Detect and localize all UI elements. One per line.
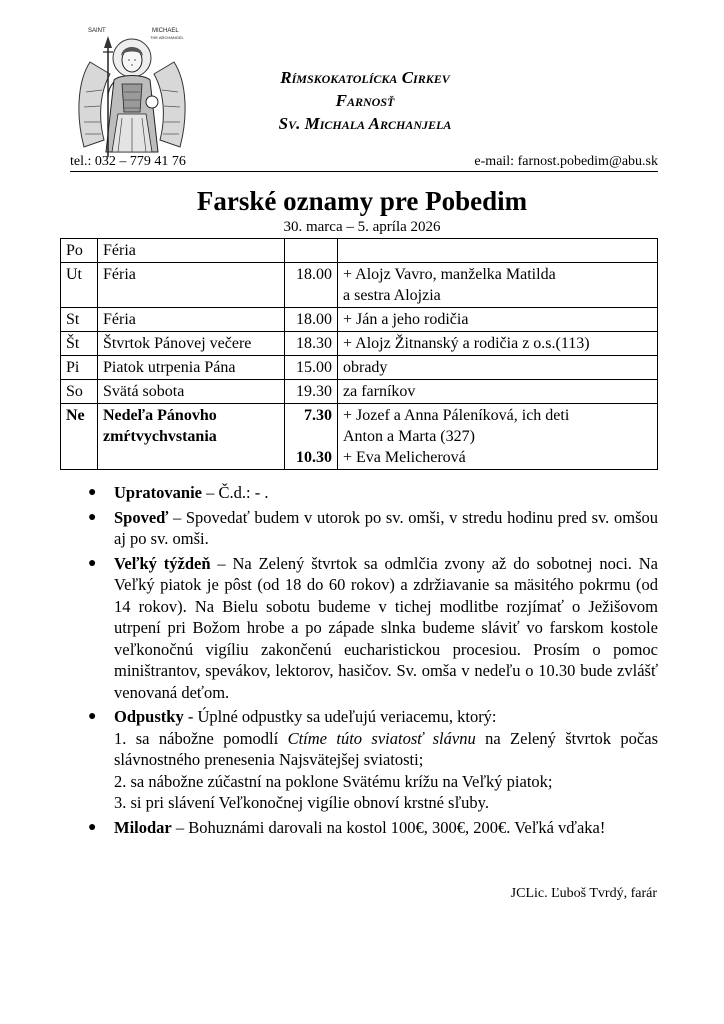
note-heading: Spoveď	[114, 507, 169, 527]
liturgy-name: Féria	[103, 266, 136, 283]
time-cell	[285, 239, 338, 263]
intention-cell	[338, 356, 658, 380]
time-cell	[285, 380, 338, 404]
liturgy-cell	[98, 356, 285, 380]
bullet-icon: ●	[88, 819, 97, 835]
mass-time: 10.30	[296, 449, 332, 466]
indulgence-item-2: 2. sa nábožne zúčastní na poklone Svätému krížu na Veľký piatok;	[114, 771, 553, 791]
intention-cell	[338, 239, 658, 263]
signature: JCLic. Ľuboš Tvrdý, farár	[510, 886, 657, 901]
mass-time: 18.00	[296, 266, 332, 283]
liturgy-name: Štvrtok Pánovej večere	[103, 335, 252, 352]
liturgy-cell	[98, 308, 285, 332]
logo-caption-right: MICHAEL	[152, 28, 179, 34]
liturgy-name: Nedeľa Pánovho zmŕtvychvstania	[103, 407, 217, 445]
mass-intention: + Alojz Vavro, manželka Matilda	[343, 266, 556, 283]
bullet-icon: ●	[88, 509, 97, 525]
note-text: - Úplné odpustky sa udeľujú veriacemu, ktorý:	[183, 707, 497, 726]
table-row	[61, 263, 658, 308]
note-heading: Milodar	[114, 817, 172, 837]
page-title: Farské oznamy pre Pobedim	[196, 186, 528, 216]
liturgy-cell	[98, 380, 285, 404]
announcements-list	[88, 482, 658, 841]
org-line-2: Farnosť	[335, 91, 395, 110]
indulgence-item-3: 3. si pri slávení Veľkonočnej vigílie obnoví krstné sľuby.	[114, 793, 489, 812]
list-item	[88, 553, 658, 704]
contact-line	[70, 154, 658, 170]
intention-cell	[338, 380, 658, 404]
list-item	[88, 706, 658, 814]
mass-intention: obrady	[343, 359, 388, 376]
liturgy-cell	[98, 239, 285, 263]
indulgence-text: na Zelený štvrtok počas slávnostného prenesenia Najsvätejšej sviatosti;	[114, 728, 658, 769]
intention-cell	[338, 404, 658, 470]
note-heading: Odpustky	[114, 707, 184, 726]
mass-intention: + Ján a jeho rodičia	[343, 311, 469, 328]
list-item	[88, 482, 658, 504]
mass-intention: Anton a Marta (327)	[343, 428, 475, 445]
mass-schedule-table	[60, 238, 658, 470]
liturgy-cell	[98, 263, 285, 308]
mass-time: 7.30	[304, 407, 332, 424]
email-address: e-mail: farnost.pobedim@abu.sk	[474, 154, 658, 169]
list-item	[88, 507, 658, 550]
liturgy-name: Féria	[103, 242, 136, 259]
time-cell	[285, 356, 338, 380]
table-row	[61, 380, 658, 404]
date-range: 30. marca – 5. apríla 2026	[283, 219, 441, 235]
table-row	[61, 356, 658, 380]
intention-cell	[338, 308, 658, 332]
mass-time: 18.00	[296, 311, 332, 328]
indulgence-item-1	[114, 728, 658, 771]
note-text: – Spovedať budem v utorok po sv. omši, v stredu hodinu pred sv. omšou aj po sv. omši.	[114, 507, 658, 548]
note-text: – Na Zelený štvrtok sa odmlčia zvony až do sobotnej noci. Na Veľký piatok je pôst (od 18 do 60 rokov) a zdržiavanie sa mäsitého pokrmu (od 14 rokov). Na Bielu sobotu budeme v tichej modlitbe rozjímať o Ježišovom utrpení pri Božom hrobe a po západe slnka budeme sláviť vo farskom kostole veľkonočnú vigíliu zakončenú eucharistickou procesiou. Prosím o pomoc miništrantov, spevákov, lektorov, hasičov. Sv. omša v nedeľu o 10.30 bude zvlášť venovaná deťom.	[114, 553, 658, 702]
saint-michael-icon	[72, 22, 192, 164]
day-abbrev: So	[66, 383, 83, 400]
day-cell	[61, 380, 98, 404]
header-divider	[70, 171, 658, 172]
day-cell	[61, 308, 98, 332]
list-item	[88, 817, 658, 839]
day-cell	[61, 239, 98, 263]
table-row	[61, 308, 658, 332]
mass-time: 18.30	[296, 335, 332, 352]
liturgy-name: Svätá sobota	[103, 383, 185, 400]
table-row	[61, 404, 658, 470]
time-cell	[285, 404, 338, 470]
day-abbrev: St	[66, 311, 80, 328]
day-cell	[61, 263, 98, 308]
day-abbrev: Ne	[66, 407, 85, 424]
mass-time: 15.00	[296, 359, 332, 376]
mass-intention: a sestra Alojzia	[343, 287, 441, 304]
day-abbrev: Pi	[66, 359, 80, 376]
mass-intention: + Eva Melicherová	[343, 449, 466, 466]
mass-intention: za farníkov	[343, 383, 416, 400]
mass-intention: + Alojz Žitnanský a rodičia z o.s.(113)	[343, 335, 590, 352]
note-heading: Upratovanie	[114, 483, 202, 502]
day-abbrev: Št	[66, 335, 80, 352]
indulgence-text: 1. sa nábožne pomodlí	[114, 728, 288, 748]
bullet-icon: ●	[88, 555, 97, 571]
table-row	[61, 239, 658, 263]
org-line-3: Sv. Michala Archanjela	[278, 114, 452, 133]
org-line-1: Rímskokatolícka Cirkev	[280, 68, 450, 87]
prayer-title: Ctíme túto sviatosť slávnu	[287, 728, 476, 748]
day-abbrev: Ut	[66, 266, 82, 283]
day-cell	[61, 356, 98, 380]
time-cell	[285, 308, 338, 332]
day-abbrev: Po	[66, 242, 83, 259]
mass-time: 19.30	[296, 383, 332, 400]
time-cell	[285, 263, 338, 308]
liturgy-cell	[98, 404, 285, 470]
time-cell	[285, 332, 338, 356]
liturgy-cell	[98, 332, 285, 356]
intention-cell	[338, 263, 658, 308]
organization-name	[200, 66, 530, 135]
note-heading: Veľký týždeň	[114, 553, 211, 573]
day-cell	[61, 332, 98, 356]
table-row	[61, 332, 658, 356]
phone-number: tel.: 032 – 779 41 76	[70, 154, 186, 169]
bullet-icon: ●	[88, 485, 97, 500]
liturgy-name: Piatok utrpenia Pána	[103, 359, 236, 376]
logo-caption-sub: THE ARCHANGEL	[150, 35, 184, 40]
liturgy-name: Féria	[103, 311, 136, 328]
bullet-icon: ●	[88, 709, 97, 724]
mass-intention: + Jozef a Anna Páleníková, ich deti	[343, 407, 570, 424]
note-text: – Bohuznámi darovali na kostol 100€, 300€, 200€. Veľká vďaka!	[171, 817, 606, 837]
note-text: – Č.d.: - .	[202, 483, 269, 502]
day-cell	[61, 404, 98, 470]
intention-cell	[338, 332, 658, 356]
logo-caption-left: SAINT	[88, 28, 106, 34]
